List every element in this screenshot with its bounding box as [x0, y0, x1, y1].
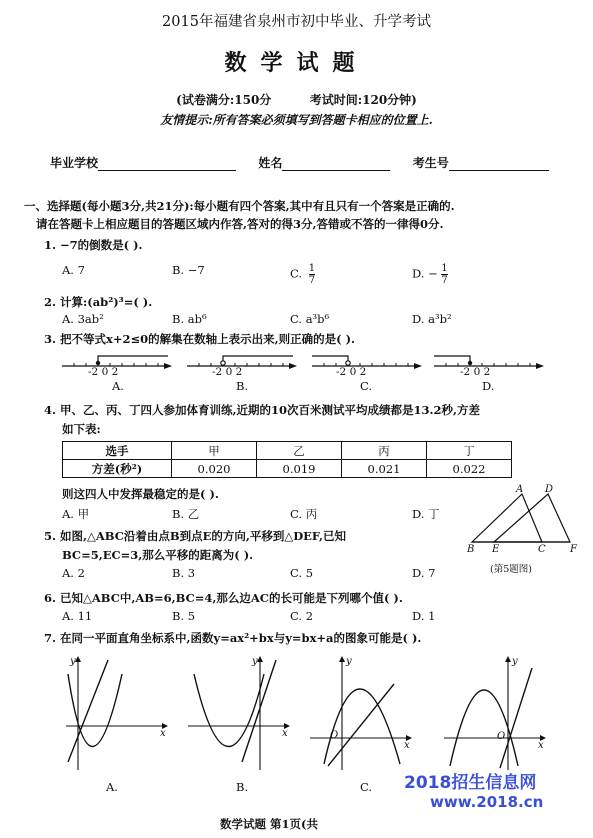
q2-stem: 2. 计算:(ab²)³=( ).	[44, 295, 153, 309]
q6-stem: 6. 已知△ABC中,AB=6,BC=4,那么边AC的长可能是下列哪个值( ).	[44, 591, 403, 605]
q5-label-c: C	[538, 544, 546, 555]
q5-stem-line1: 5. 如图,△ABC沿着由点B到点E的方向,平移到△DEF,已知	[44, 529, 346, 543]
q5-option-b: B. 3	[172, 566, 196, 580]
q4-stem-line1: 4. 甲、乙、丙、丁四人参加体育训练,近期的10次百米测试平均成绩都是13.2秒,方差	[44, 403, 481, 417]
q3-axis-label-b: -2 0 2	[212, 366, 243, 378]
q3-stem: 3. 把不等式x+2≤0的解集在数轴上表示出来,则正确的是( ).	[44, 332, 356, 346]
section1-line1: 一、选择题(每小题3分,共21分):每小题有四个答案,其中有且只有一个答案是正确的.	[24, 199, 455, 213]
school-blank[interactable]	[98, 157, 236, 171]
table-cell: 0.021	[342, 460, 427, 478]
q4-option-d: D. 丁	[412, 507, 440, 521]
q6-option-b: B. 5	[172, 609, 196, 623]
q3-option-c: C.	[360, 379, 373, 393]
q1-option-c: C. $\frac{1}{7}$	[290, 263, 316, 286]
watermark-url[interactable]: www.2018.cn	[430, 793, 544, 811]
q7-stem: 7. 在同一平面直角坐标系中,函数y=ax²+bx与y=bx+a的图象可能是( ).	[44, 631, 422, 645]
q7-option-a: A.	[106, 780, 118, 794]
q7-c-y-label: y	[346, 656, 352, 667]
q5-label-b: B	[467, 544, 475, 555]
q2-option-a: A. 3ab²	[62, 312, 104, 326]
q4-question: 则这四人中发挥最稳定的是( ).	[62, 487, 219, 501]
q7-a-y-label: y	[70, 656, 76, 667]
q4-option-a: A. 甲	[62, 507, 90, 521]
q5-label-a: A	[516, 484, 524, 495]
q7-graph-b	[184, 654, 294, 774]
q5-label-e: E	[492, 544, 500, 555]
q1-option-d: D. − $\frac{1}{7}$	[412, 263, 448, 286]
table-header-cell: 选手	[63, 442, 172, 460]
q3-axis-label-c: -2 0 2	[336, 366, 367, 378]
q5-option-a: A. 2	[62, 566, 85, 580]
q3-axis-label-a: -2 0 2	[88, 366, 119, 378]
q1-option-b: B. −7	[172, 263, 205, 277]
q7-c-origin-label: O	[330, 730, 339, 741]
table-row	[63, 442, 512, 460]
q7-d-x-label: x	[538, 740, 544, 751]
q6-option-a: A. 11	[62, 609, 93, 623]
q7-a-x-label: x	[160, 728, 166, 739]
exam-top-title: 2015年福建省泉州市初中毕业、升学考试	[162, 14, 431, 30]
table-row-label: 方差(秒²)	[63, 460, 172, 478]
q4-stem-line2: 如下表:	[62, 422, 101, 436]
q3-option-a: A.	[112, 379, 124, 393]
q5-figure-caption: (第5题图)	[490, 564, 532, 575]
table-header-cell: 丁	[427, 442, 512, 460]
full-score-text: (试卷满分:150分	[176, 93, 272, 107]
q1-option-a: A. 7	[62, 263, 85, 277]
friendly-hint: 友情提示:所有答案必须填写到答题卡相应的位置上.	[160, 113, 433, 127]
name-blank[interactable]	[282, 157, 390, 171]
q2-option-d: D. a³b²	[412, 312, 452, 326]
q7-graph-c	[306, 654, 416, 774]
q3-numberline-b	[185, 352, 305, 376]
q3-axis-label-d: -2 0 2	[460, 366, 491, 378]
q5-label-d: D	[545, 484, 554, 495]
q4-option-c: C. 丙	[290, 507, 318, 521]
q7-graph-d	[440, 654, 550, 774]
q3-numberline-a	[60, 352, 180, 376]
q5-option-d: D. 7	[412, 566, 436, 580]
q7-graph-a	[62, 654, 172, 774]
q1-d-denominator: 7	[441, 275, 448, 286]
section1-line2: 请在答题卡上相应题目的答题区域内作答,答对的得3分,答错或不答的一律得0分.	[36, 217, 444, 231]
q7-option-b: B.	[236, 780, 249, 794]
table-cell: 0.022	[427, 460, 512, 478]
q1-c-denominator: 7	[308, 275, 316, 286]
q1-stem: 1. −7的倒数是( ).	[44, 238, 143, 252]
page-footer: 数学试题 第1页(共	[220, 817, 318, 831]
exam-no-blank[interactable]	[449, 157, 549, 171]
q1-d-numerator: 1	[441, 263, 448, 274]
q7-b-y-label: y	[252, 656, 258, 667]
q7-option-c: C.	[360, 780, 373, 794]
watermark-logo-text: 2018招生信息网	[404, 773, 537, 793]
table-header-cell: 乙	[257, 442, 342, 460]
q3-option-d: D.	[482, 379, 495, 393]
q7-c-x-label: x	[404, 740, 410, 751]
q3-numberline-c	[310, 352, 430, 376]
q5-label-f: F	[570, 544, 577, 555]
q7-d-y-label: y	[512, 656, 518, 667]
table-header-cell: 丙	[342, 442, 427, 460]
q2-option-c: C. a³b⁶	[290, 312, 330, 326]
q7-b-x-label: x	[282, 728, 288, 739]
q3-numberline-d	[432, 352, 552, 376]
q7-d-origin-label: O	[497, 731, 506, 742]
q6-option-c: C. 2	[290, 609, 314, 623]
table-cell: 0.020	[172, 460, 257, 478]
school-label: 毕业学校	[50, 156, 99, 170]
table-cell: 0.019	[257, 460, 342, 478]
q1-c-numerator: 1	[308, 263, 316, 274]
q5-stem-line2: BC=5,EC=3,那么平移的距离为( ).	[62, 548, 254, 562]
exam-time-text: 考试时间:120分钟)	[309, 93, 417, 107]
name-label: 姓名	[258, 156, 283, 170]
q3-option-b: B.	[236, 379, 249, 393]
exam-main-title: 数学试题	[224, 50, 369, 76]
exam-no-label: 考生号	[412, 156, 449, 170]
table-header-cell: 甲	[172, 442, 257, 460]
q4-option-b: B. 乙	[172, 507, 200, 521]
q6-option-d: D. 1	[412, 609, 436, 623]
q5-option-c: C. 5	[290, 566, 314, 580]
table-row	[63, 460, 512, 478]
q5-triangle-figure	[464, 484, 584, 554]
q2-option-b: B. ab⁶	[172, 312, 207, 326]
exam-info-row	[0, 91, 593, 108]
student-info-row	[50, 154, 549, 171]
q4-variance-table	[62, 441, 512, 478]
